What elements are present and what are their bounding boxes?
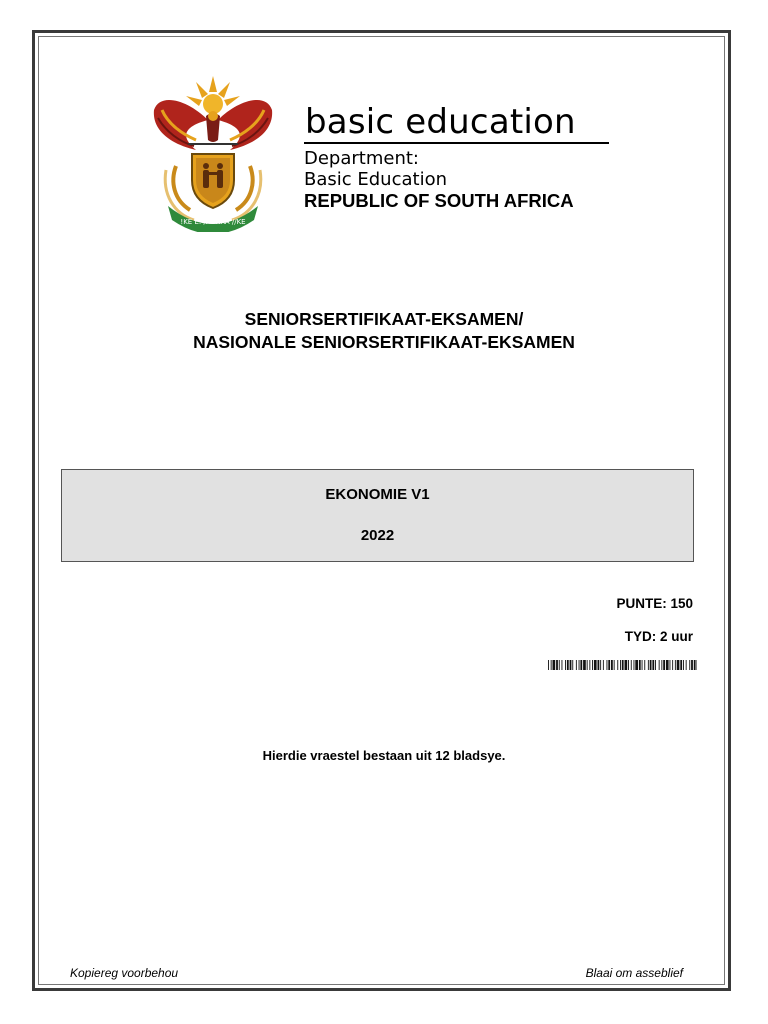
brand-underline — [304, 142, 609, 144]
crest-motto: !KE E: /XARRA //KE — [180, 218, 246, 226]
department-line-1: Department: — [304, 148, 419, 169]
department-line-3: REPUBLIC OF SOUTH AFRICA — [304, 190, 574, 211]
subject-name: EKONOMIE V1 — [325, 486, 430, 503]
exam-title-line-1: SENIORSERTIFIKAAT-EKSAMEN/ — [244, 309, 524, 329]
brand-name: basic education — [305, 102, 576, 142]
page-count-note: Hierdie vraestel bestaan uit 12 bladsye. — [262, 748, 506, 763]
department-block — [304, 148, 574, 211]
footer-copyright: Kopiereg voorbehou — [70, 966, 179, 980]
time-label: TYD: 2 uur — [624, 629, 693, 644]
footer-turn-over: Blaai om asseblief — [585, 966, 683, 980]
department-line-2: Basic Education — [304, 169, 447, 190]
letterhead — [148, 66, 618, 236]
marks-label: PUNTE: 150 — [616, 596, 693, 611]
barcode-icon — [548, 660, 697, 670]
exam-title-line-2: NASIONALE SENIORSERTIFIKAAT-EKSAMEN — [193, 332, 575, 352]
subject-box — [61, 469, 694, 562]
subject-year: 2022 — [360, 527, 395, 544]
exam-title — [0, 308, 768, 354]
coat-of-arms-icon — [148, 70, 278, 232]
